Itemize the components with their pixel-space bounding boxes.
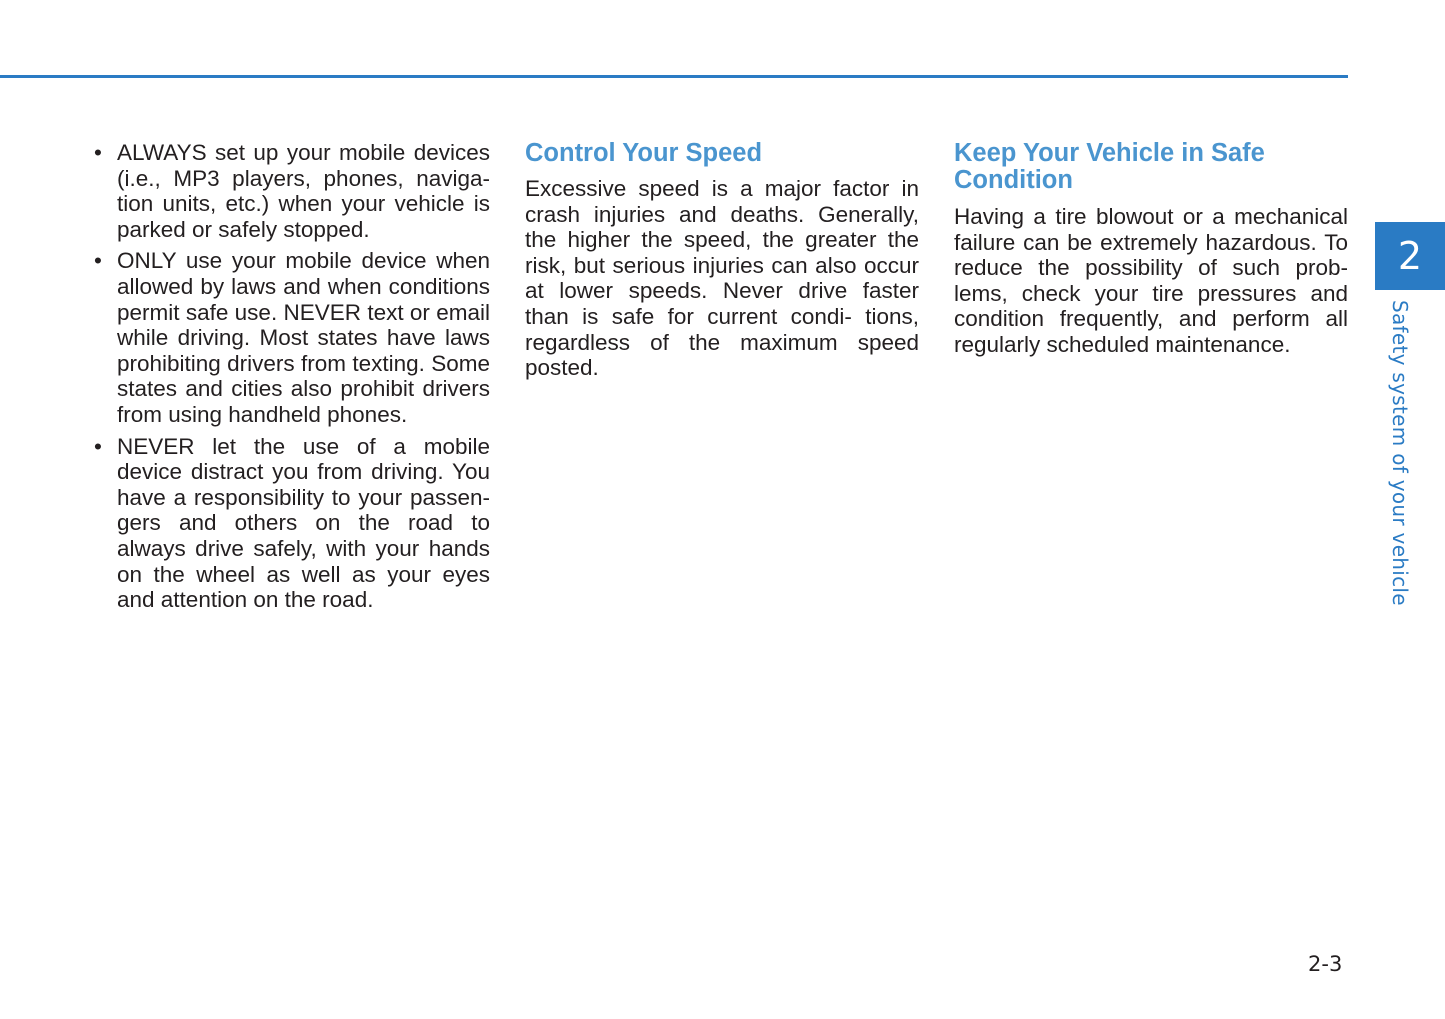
column-bullets <box>94 140 490 619</box>
bullet-dot-icon: • <box>94 248 102 274</box>
bullet-item <box>94 434 490 613</box>
page-number: 2-3 <box>1308 952 1343 976</box>
bullet-item <box>94 248 490 427</box>
chapter-title: Safety system of your vehicle <box>1388 300 1412 606</box>
column-control-speed <box>525 140 919 381</box>
column-safe-condition <box>954 140 1348 358</box>
bullet-list <box>94 140 490 613</box>
bullet-text: NEVER let the use of a mobile device distract you from driving. You have a responsibility to your passen- gers and others on the road to always drive safely, with your hands on the wheel as well as your eyes and attention on the road. <box>117 433 490 613</box>
chapter-number-tab: 2 <box>1375 222 1445 290</box>
section-body-control-speed: Excessive speed is a major factor in crash injuries and deaths. Generally, the higher the speed, the greater the risk, but serious injuries can also occur at lower speeds. Never drive faster than is safe for current condi- tions, regardless of the maximum speed posted. <box>525 176 919 381</box>
bullet-text: ALWAYS set up your mobile devices (i.e., MP3 players, phones, naviga- tion units, etc.) when your vehicle is parked or safely stopped. <box>117 140 490 242</box>
section-body-safe-condition: Having a tire blowout or a mechanical failure can be extremely hazardous. To reduce the possibility of such prob- lems, check your tire pressures and condition frequently, and perform all regularly scheduled maintenance. <box>954 204 1348 357</box>
bullet-text: ONLY use your mobile device when allowed by laws and when conditions permit safe use. NEVER text or email while driving. Most states have laws prohibiting drivers from texting. Some states and cities also prohibit drivers from using handheld phones. <box>117 248 490 427</box>
section-heading-control-speed: Control Your Speed <box>525 139 763 167</box>
bullet-dot-icon: • <box>94 433 102 459</box>
bullet-dot-icon: • <box>94 140 102 165</box>
bullet-item <box>94 140 490 242</box>
header-rule <box>0 75 1348 78</box>
section-heading-safe-condition: Keep Your Vehicle in Safe Condition <box>954 139 1265 194</box>
